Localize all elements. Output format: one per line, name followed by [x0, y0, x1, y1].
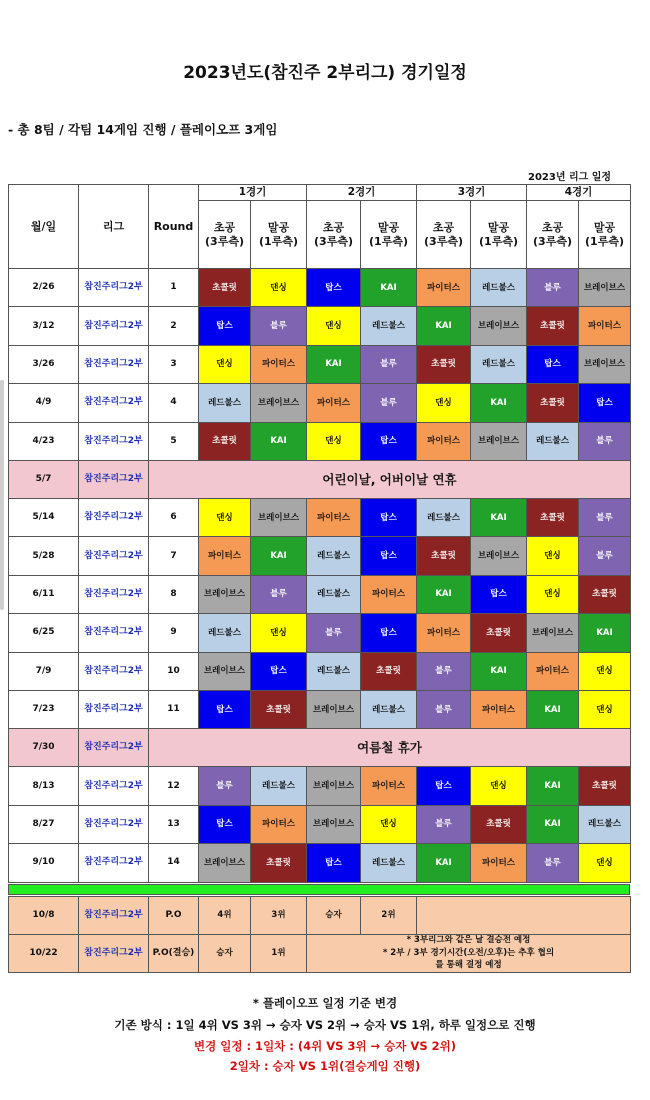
playoff-slot: 승자	[306, 896, 361, 935]
playoff-date: 10/8	[8, 896, 79, 935]
header-attack-side: 초공 (3루측)	[416, 200, 471, 269]
team-cell: 브레이브스	[306, 805, 361, 844]
team-cell: 레드불스	[306, 652, 361, 691]
row-league: 참진주리그2부	[78, 843, 149, 882]
row-league: 참진주리그2부	[78, 690, 149, 729]
team-cell: 레드불스	[306, 536, 361, 575]
row-date: 3/12	[8, 306, 79, 345]
team-cell: 댄싱	[250, 613, 307, 652]
team-cell: 브레이브스	[250, 498, 307, 537]
team-cell: 초콜릿	[578, 575, 631, 614]
team-cell: 탑스	[578, 383, 631, 422]
team-cell: 초콜릿	[578, 766, 631, 805]
playoff-blank-cell	[416, 896, 631, 935]
header-league: 리그	[78, 184, 149, 269]
team-cell: 초콜릿	[360, 652, 417, 691]
team-cell: 파이터스	[578, 306, 631, 345]
playoff-separator-bar	[8, 884, 630, 895]
header-game-4: 4경기	[526, 184, 631, 201]
team-cell: 브레이브스	[198, 575, 251, 614]
header-game-2: 2경기	[306, 184, 417, 201]
team-cell: 브레이브스	[306, 690, 361, 729]
team-cell: 탑스	[306, 268, 361, 307]
team-cell: KAI	[360, 268, 417, 307]
team-cell: KAI	[250, 536, 307, 575]
team-cell: 레드불스	[578, 805, 631, 844]
team-cell: 파이터스	[416, 268, 471, 307]
playoff-round: P.O	[148, 896, 199, 935]
footer-heading: * 플레이오프 일정 기준 변경	[252, 996, 398, 1010]
team-cell: 레드불스	[470, 268, 527, 307]
team-cell: 블루	[250, 575, 307, 614]
team-cell: KAI	[578, 613, 631, 652]
row-round: 5	[148, 422, 199, 461]
team-cell: 블루	[578, 498, 631, 537]
playoff-league: 참진주리그2부	[78, 896, 149, 935]
team-cell: 탑스	[360, 498, 417, 537]
playoff-slot: 2위	[360, 896, 417, 935]
row-league: 참진주리그2부	[78, 728, 149, 767]
team-cell: 댄싱	[360, 805, 417, 844]
header-attack-side: 초공 (3루측)	[198, 200, 251, 269]
team-cell: KAI	[416, 575, 471, 614]
playoff-slot: 4위	[198, 896, 251, 935]
team-cell: 브레이브스	[306, 766, 361, 805]
row-date: 6/25	[8, 613, 79, 652]
team-cell: 블루	[526, 268, 579, 307]
row-date: 4/23	[8, 422, 79, 461]
team-cell: 브레이브스	[198, 843, 251, 882]
team-cell: 브레이브스	[526, 613, 579, 652]
schedule-table	[8, 184, 630, 970]
team-cell: KAI	[470, 498, 527, 537]
row-date: 7/23	[8, 690, 79, 729]
team-cell: KAI	[416, 843, 471, 882]
team-cell: 초콜릿	[250, 690, 307, 729]
team-cell: 브레이브스	[250, 383, 307, 422]
team-cell: 댄싱	[578, 690, 631, 729]
team-cell: 탑스	[250, 652, 307, 691]
page-title: 2023년도(참진주 2부리그) 경기일정	[183, 63, 467, 83]
team-cell: 파이터스	[360, 575, 417, 614]
team-cell: 블루	[416, 690, 471, 729]
row-date: 4/9	[8, 383, 79, 422]
row-date: 5/14	[8, 498, 79, 537]
team-cell: KAI	[470, 652, 527, 691]
league-summary: - 총 8팀 / 각팀 14게임 진행 / 플레이오프 3게임	[8, 122, 278, 137]
team-cell: 댄싱	[306, 306, 361, 345]
row-round: 9	[148, 613, 199, 652]
team-cell: 댄싱	[198, 498, 251, 537]
holiday-banner: 여름철 휴가	[148, 728, 631, 767]
row-league: 참진주리그2부	[78, 536, 149, 575]
row-date: 5/28	[8, 536, 79, 575]
row-round: 10	[148, 652, 199, 691]
row-round: 4	[148, 383, 199, 422]
team-cell: 파이터스	[416, 422, 471, 461]
team-cell: 레드불스	[198, 383, 251, 422]
team-cell: KAI	[250, 422, 307, 461]
team-cell: 탑스	[416, 766, 471, 805]
row-date: 9/10	[8, 843, 79, 882]
row-date: 3/26	[8, 345, 79, 384]
playoff-league: 참진주리그2부	[78, 934, 149, 973]
team-cell: 파이터스	[470, 843, 527, 882]
header-round: Round	[148, 184, 199, 269]
row-league: 참진주리그2부	[78, 652, 149, 691]
team-cell: 댄싱	[470, 766, 527, 805]
team-cell: 블루	[526, 843, 579, 882]
team-cell: 초콜릿	[198, 268, 251, 307]
team-cell: 레드불스	[526, 422, 579, 461]
playoff-date: 10/22	[8, 934, 79, 973]
row-league: 참진주리그2부	[78, 306, 149, 345]
team-cell: KAI	[306, 345, 361, 384]
team-cell: KAI	[416, 306, 471, 345]
playoff-round: P.O(결승)	[148, 934, 199, 973]
team-cell: 파이터스	[198, 536, 251, 575]
row-league: 참진주리그2부	[78, 383, 149, 422]
team-cell: 레드불스	[470, 345, 527, 384]
row-league: 참진주리그2부	[78, 613, 149, 652]
row-date: 7/30	[8, 728, 79, 767]
row-round: 6	[148, 498, 199, 537]
team-cell: 브레이브스	[470, 422, 527, 461]
header-attack-side: 초공 (3루측)	[306, 200, 361, 269]
playoff-notes: * 3부리그와 같은 날 결승전 예정 * 2부 / 3부 경기시간(오전/오후)는 추후 협의 를 통해 결정 예정	[306, 934, 631, 973]
footer-new-day2: 2일차 : 승자 VS 1위(결승게임 진행)	[229, 1059, 421, 1073]
team-cell: 브레이브스	[198, 652, 251, 691]
row-round: 7	[148, 536, 199, 575]
team-cell: 초콜릿	[526, 306, 579, 345]
row-round: 12	[148, 766, 199, 805]
team-cell: 초콜릿	[198, 422, 251, 461]
team-cell: 브레이브스	[578, 268, 631, 307]
team-cell: 파이터스	[470, 690, 527, 729]
playoff-slot: 승자	[198, 934, 251, 973]
row-date: 8/27	[8, 805, 79, 844]
row-league: 참진주리그2부	[78, 422, 149, 461]
team-cell: KAI	[470, 383, 527, 422]
row-round: 14	[148, 843, 199, 882]
row-date: 7/9	[8, 652, 79, 691]
row-round: 11	[148, 690, 199, 729]
team-cell: 브레이브스	[470, 536, 527, 575]
row-round: 3	[148, 345, 199, 384]
row-league: 참진주리그2부	[78, 268, 149, 307]
year-note: 2023년 리그 일정	[528, 172, 612, 183]
row-round: 8	[148, 575, 199, 614]
team-cell: 탑스	[360, 422, 417, 461]
team-cell: 블루	[360, 383, 417, 422]
team-cell: 초콜릿	[470, 613, 527, 652]
team-cell: 댄싱	[416, 383, 471, 422]
header-attack-side: 초공 (3루측)	[526, 200, 579, 269]
team-cell: 댄싱	[250, 268, 307, 307]
team-cell: 블루	[578, 536, 631, 575]
team-cell: 블루	[198, 766, 251, 805]
team-cell: 댄싱	[526, 536, 579, 575]
team-cell: 초콜릿	[416, 536, 471, 575]
team-cell: 초콜릿	[470, 805, 527, 844]
footer-old-method: 기존 방식 : 1일 4위 VS 3위 → 승자 VS 2위 → 승자 VS 1위, 하루 일정으로 진행	[114, 1018, 536, 1032]
team-cell: 탑스	[198, 805, 251, 844]
team-cell: 레드불스	[198, 613, 251, 652]
header-game-3: 3경기	[416, 184, 527, 201]
row-round: 2	[148, 306, 199, 345]
team-cell: 레드불스	[360, 306, 417, 345]
header-game-1: 1경기	[198, 184, 307, 201]
team-cell: 레드불스	[250, 766, 307, 805]
team-cell: 블루	[416, 652, 471, 691]
team-cell: KAI	[526, 690, 579, 729]
team-cell: 탑스	[360, 536, 417, 575]
team-cell: 파이터스	[526, 652, 579, 691]
team-cell: 파이터스	[306, 498, 361, 537]
row-league: 참진주리그2부	[78, 460, 149, 499]
row-league: 참진주리그2부	[78, 805, 149, 844]
team-cell: 파이터스	[360, 766, 417, 805]
playoff-slot: 3위	[250, 896, 307, 935]
footer-new-day1: 변경 일정 : 1일차 : (4위 VS 3위 → 승자 VS 2위)	[194, 1039, 456, 1053]
team-cell: 초콜릿	[526, 383, 579, 422]
row-league: 참진주리그2부	[78, 766, 149, 805]
team-cell: 블루	[306, 613, 361, 652]
header-defense-side: 말공 (1루측)	[578, 200, 631, 269]
row-league: 참진주리그2부	[78, 345, 149, 384]
team-cell: 파이터스	[416, 613, 471, 652]
team-cell: 탑스	[360, 613, 417, 652]
playoff-slot: 1위	[250, 934, 307, 973]
row-date: 5/7	[8, 460, 79, 499]
team-cell: 댄싱	[578, 652, 631, 691]
team-cell: 댄싱	[578, 843, 631, 882]
team-cell: 블루	[416, 805, 471, 844]
team-cell: 레드불스	[416, 498, 471, 537]
team-cell: 브레이브스	[578, 345, 631, 384]
team-cell: 파이터스	[250, 805, 307, 844]
row-league: 참진주리그2부	[78, 575, 149, 614]
team-cell: 탑스	[198, 690, 251, 729]
team-cell: 블루	[360, 345, 417, 384]
team-cell: 초콜릿	[250, 843, 307, 882]
holiday-banner: 어린이날, 어버이날 연휴	[148, 460, 631, 499]
team-cell: 탑스	[470, 575, 527, 614]
left-edge-scroll-marker	[0, 380, 4, 610]
team-cell: 레드불스	[360, 690, 417, 729]
team-cell: 브레이브스	[470, 306, 527, 345]
header-defense-side: 말공 (1루측)	[470, 200, 527, 269]
team-cell: 레드불스	[306, 575, 361, 614]
team-cell: 탑스	[198, 306, 251, 345]
row-league: 참진주리그2부	[78, 498, 149, 537]
row-date: 6/11	[8, 575, 79, 614]
team-cell: 댄싱	[306, 422, 361, 461]
header-defense-side: 말공 (1루측)	[250, 200, 307, 269]
team-cell: 탑스	[306, 843, 361, 882]
row-round: 1	[148, 268, 199, 307]
row-date: 8/13	[8, 766, 79, 805]
header-defense-side: 말공 (1루측)	[360, 200, 417, 269]
team-cell: 초콜릿	[416, 345, 471, 384]
team-cell: 블루	[578, 422, 631, 461]
team-cell: KAI	[526, 766, 579, 805]
team-cell: 레드불스	[360, 843, 417, 882]
row-round: 13	[148, 805, 199, 844]
team-cell: 블루	[250, 306, 307, 345]
team-cell: 파이터스	[250, 345, 307, 384]
team-cell: 댄싱	[526, 575, 579, 614]
team-cell: KAI	[526, 805, 579, 844]
team-cell: 댄싱	[198, 345, 251, 384]
team-cell: 탑스	[526, 345, 579, 384]
row-date: 2/26	[8, 268, 79, 307]
header-date: 월/일	[8, 184, 79, 269]
team-cell: 파이터스	[306, 383, 361, 422]
team-cell: 초콜릿	[526, 498, 579, 537]
